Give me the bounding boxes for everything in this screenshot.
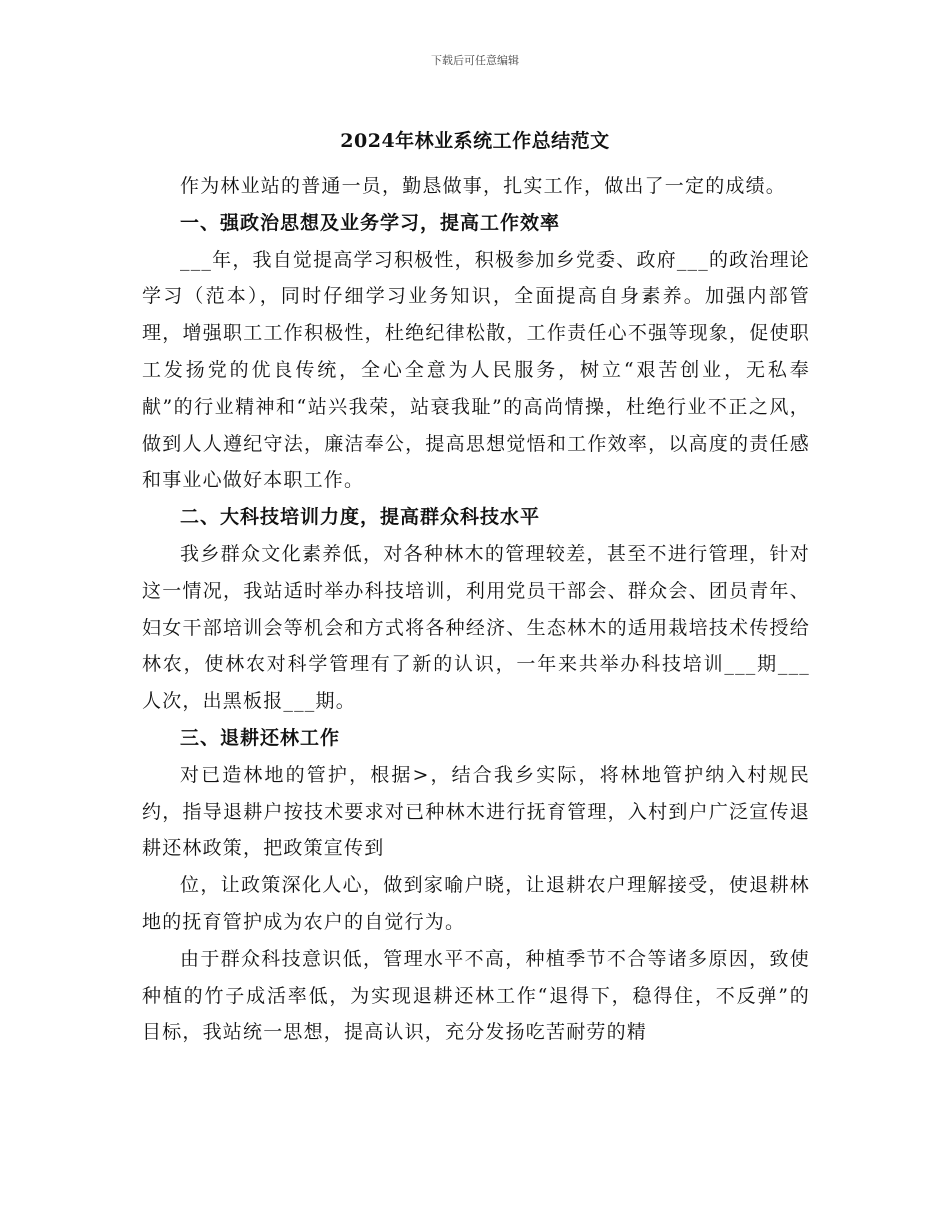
page-header: 下载后可任意编辑 (431, 54, 519, 67)
document-title: 2024年林业系统工作总结范文 (340, 130, 610, 152)
section-3-paragraph-2: 位，让政策深化人心，做到家喻户晓，让退耕农户理解接受，使退耕林地的抚育管护成为农户的自觉行为。 (142, 874, 810, 933)
section-heading-1: 一、强政治思想及业务学习，提高工作效率 (180, 211, 561, 234)
section-2-paragraph: 我乡群众文化素养低，对各种林木的管理较差，甚至不进行管理，针对这一情况，我站适时举办科技培训，利用党员干部会、群众会、团员青年、妇女干部培训会等机会和方式将各种经济、生态林木的适用栽培技术传授给林农，使林农对科学管理有了新的认识，一年来共举办科技培训___期___人次，出黑板报___期。 (142, 542, 810, 713)
section-heading-3: 三、退耕还林工作 (180, 726, 341, 749)
section-3-paragraph-3: 由于群众科技意识低，管理水平不高，种植季节不合等诸多原因，致使种植的竹子成活率低，为实现退耕还林工作“退得下，稳得住，不反弹”的目标，我站统一思想，提高认识，充分发扬吃苦耐劳的精 (142, 947, 810, 1044)
intro-paragraph: 作为林业站的普通一员，勤恳做事，扎实工作，做出了一定的成绩。 (180, 175, 787, 197)
document-body (142, 168, 810, 1051)
section-heading-2: 二、大科技培训力度，提高群众科技水平 (180, 506, 541, 529)
section-3-paragraph-1: 对已造林地的管护，根据>，结合我乡实际，将林地管护纳入村规民约，指导退耕户按技术要求对已种林木进行抚育管理，入村到户广泛宣传退耕还林政策，把政策宣传到 (142, 763, 810, 860)
section-1-paragraph: ___年，我自觉提高学习积极性，积极参加乡党委、政府___的政治理论学习（范本），同时仔细学习业务知识，全面提高自身素养。加强内部管理，增强职工工作积极性，杜绝纪律松散，工作责任心不强等现象，促使职工发扬党的优良传统，全心全意为人民服务，树立“艰苦创业，无私奉献”的行业精神和“站兴我荣，站衰我耻”的高尚情操，杜绝行业不正之风，做到人人遵纪守法，廉洁奉公，提高思想觉悟和工作效率，以高度的责任感和事业心做好本职工作。 (142, 248, 810, 492)
